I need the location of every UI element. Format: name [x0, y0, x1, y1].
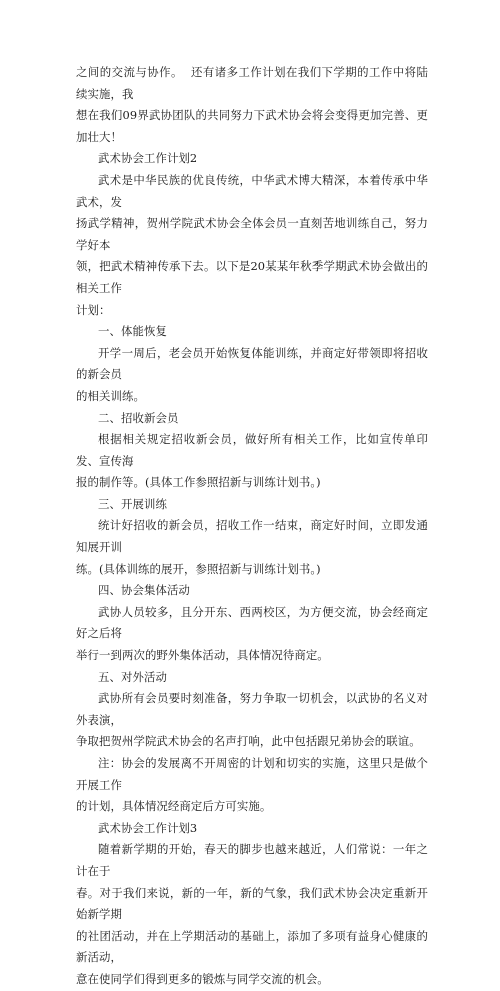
note-line: 注：协会的发展离不开周密的计划和切实的实施，这里只是做个开展工作 [76, 756, 428, 792]
text-line: 意在使同学们得到更多的锻炼与同学交流的机会。 [76, 971, 329, 986]
text-line: 争取把贺州学院武术协会的名声打响，此中包括跟兄弟协会的联谊。 [76, 734, 421, 749]
subsection-heading: 四、协会集体活动 [98, 583, 190, 598]
text-line: 举行一到两次的野外集体活动，具体情况待商定。 [76, 648, 329, 663]
text-line: 的社团活动，并在上学期活动的基础上，添加了多项有益身心健康的新活动， [76, 928, 428, 965]
subsection-heading: 一、体能恢复 [98, 324, 167, 339]
text-line: 扬武学精神，贺州学院武术协会全体会员一直刻苦地训练自己，努力学好本 [76, 216, 428, 252]
text-line: 武术是中华民族的优良传统，中华武术博大精深，本着传承中华武术，发 [76, 172, 428, 209]
text-line: 根据相关规定招收新会员，做好所有相关工作，比如宣传单印发、宣传海 [76, 432, 428, 468]
text-line: 报的制作等。(具体工作参照招新与训练计划书。) [76, 475, 321, 490]
text-line: 武协人员较多，且分开东、西两校区，为方便交流，协会经商定好之后将 [76, 604, 428, 641]
text-line: 统计好招收的新会员，招收工作一结束，商定好时间，立即发通知展开训 [76, 518, 428, 555]
text-line: 武协所有会员要时刻准备，努力争取一切机会，以武协的名义对外表演， [76, 691, 428, 727]
text-line: 想在我们09界武协团队的共同努力下武术协会将会变得更加完善、更加壮大！ [76, 108, 428, 144]
subsection-heading: 二、招收新会员 [98, 410, 179, 425]
subsection-heading: 五、对外活动 [98, 669, 167, 684]
section-heading: 武术协会工作计划2 [98, 151, 198, 166]
text-line: 的相关训练。 [76, 388, 145, 403]
section-heading: 武术协会工作计划3 [98, 820, 198, 835]
text-line: 之间的交流与协作。 还有诸多工作计划在我们下学期的工作中将陆续实施，我 [76, 65, 428, 101]
text-line: 开学一周后，老会员开始恢复体能训练，并商定好带领即将招收的新会员 [76, 345, 428, 382]
text-line: 练。(具体训练的展开，参照招新与训练计划书。) [76, 561, 321, 576]
subsection-heading: 三、开展训练 [98, 496, 167, 511]
text-line: 领，把武术精神传承下去。以下是20某某年秋季学期武术协会做出的相关工作 [76, 259, 428, 295]
text-line: 计划： [76, 302, 111, 317]
text-line: 的计划，具体情况经商定后方可实施。 [76, 799, 272, 814]
document-body [76, 62, 428, 991]
text-line: 随着新学期的开始，春天的脚步也越来越近，人们常说：一年之计在于 [76, 842, 428, 878]
text-line: 春。对于我们来说，新的一年，新的气象，我们武术协会决定重新开始新学期 [76, 885, 428, 922]
